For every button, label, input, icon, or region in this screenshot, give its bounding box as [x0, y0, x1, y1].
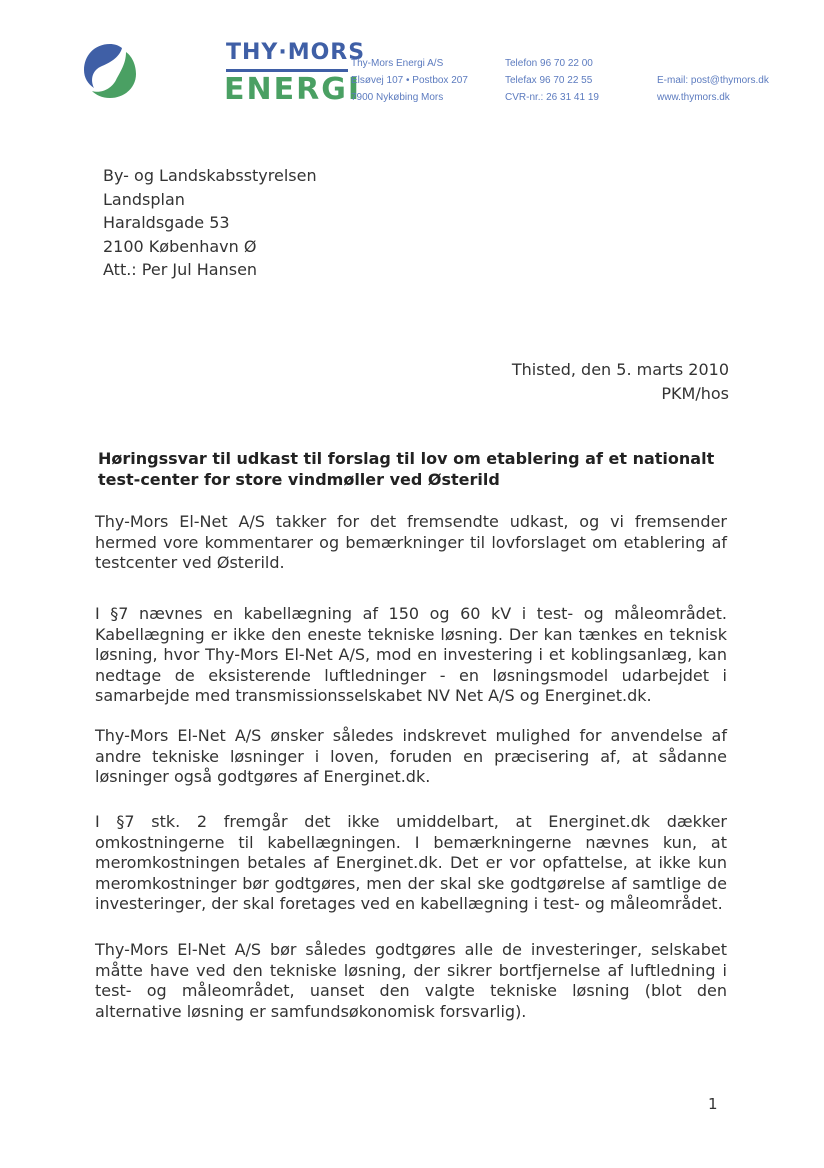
letter-subject: Høringssvar til udkast til forslag til lov om etablering af et nationalt test-center for store vindmøller ved Østerild — [98, 449, 715, 489]
recipient-line: Landsplan — [103, 189, 185, 209]
recipient-line: Haraldsgade 53 — [103, 213, 230, 232]
brand-name-bottom: ENERGI — [224, 72, 361, 107]
brand-name-top: THY·MORS — [226, 40, 366, 65]
company-phone-block — [505, 55, 599, 106]
company-cvr: CVR-nr.: 26 31 41 19 — [505, 92, 599, 103]
company-street: Elsøvej 107 • Postbox 207 — [351, 75, 468, 86]
recipient-line: Att.: Per Jul Hansen — [103, 260, 258, 279]
recipient-line: 2100 København Ø — [103, 236, 257, 256]
body-paragraph: Thy-Mors El-Net A/S ønsker således indskrevet mulighed for anvendelse af andre tekniske løsninger i loven, foruden en præcisering af, at sådanne løsninger også godtgøres af Energinet.dk. — [95, 726, 727, 786]
body-paragraph: I §7 nævnes en kabellægning af 150 og 60 kV i test- og måleområdet. Kabellægning er ikke den eneste tekniske løsning. Der kan tænkes en teknisk løsning, hvor Thy-Mors El-Net A/S, mod en investering i et koblingsanlæg, kan nedtage de eksisterende luftledninger - en løsningsmodel udarbejdet i samarbejde med transmissionsselskabet NV Net A/S og Energinet.dk. — [95, 604, 727, 705]
company-email: E-mail: post@thymors.dk — [657, 75, 769, 86]
body-paragraph: Thy-Mors El-Net A/S bør således godtgøres alle de investeringer, selskabet måtte have ved den tekniske løsning, der sikrer bortfjernelse af luftledning i test- og måleområdet, uanset den valgte tekniske løsning (blot den alternative løsning er samfundsøkonomisk forsvarlig). — [95, 940, 727, 1021]
body-paragraph: I §7 stk. 2 fremgår det ikke umiddelbart, at Energinet.dk dækker omkostningerne til kabellægningen. I bemærkningerne nævnes kun, at meromkostningen betales af Energinet.dk. Det er vor opfattelse, at ikke kun meromkostninger bør godtgøres, men der skal ske godtgørelse af samtlige de investeringer, der skal foretages ved en kabellægning i test- og måleområdet. — [95, 812, 727, 913]
recipient-line: By- og Landskabsstyrelsen — [103, 166, 317, 185]
company-fax: Telefax 96 70 22 55 — [505, 75, 593, 86]
company-phone: Telefon 96 70 22 00 — [505, 58, 593, 69]
company-website: www.thymors.dk — [657, 92, 730, 103]
company-logo — [80, 38, 366, 107]
letter-date: Thisted, den 5. marts 2010 — [511, 360, 729, 379]
body-paragraph: Thy-Mors El-Net A/S takker for det fremsendte udkast, og vi fremsender hermed vore kommentarer og bemærkninger til lovforslaget om etablering af testcenter ved Østerild. — [95, 512, 727, 572]
company-city: 7900 Nykøbing Mors — [351, 92, 444, 103]
letter-reference: PKM/hos — [661, 384, 729, 403]
page-number: 1 — [708, 1095, 718, 1113]
company-web-block — [657, 72, 769, 106]
recipient-address — [103, 164, 317, 282]
company-name: Thy-Mors Energi A/S — [351, 58, 444, 69]
date-block — [512, 358, 729, 406]
company-address-block — [351, 55, 468, 106]
logo-mark-icon — [80, 40, 140, 102]
